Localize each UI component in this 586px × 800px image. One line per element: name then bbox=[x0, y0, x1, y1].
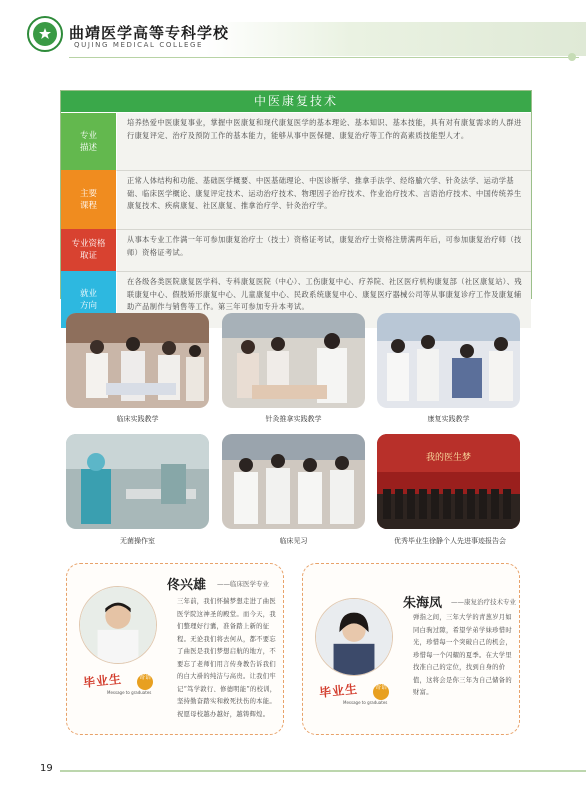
testimonial-card-1 bbox=[66, 563, 284, 735]
photo-graduate-report bbox=[377, 434, 520, 529]
table-row-certification bbox=[61, 229, 531, 271]
page-header bbox=[0, 0, 586, 72]
row-content: 从事本专业工作满一年可参加康复治疗士（技士）资格证考试，康复治疗士资格注册满两年后，可参加康复治疗师（技师）资格证考试。 bbox=[116, 229, 531, 271]
photo-caption: 临床实践教学 bbox=[116, 415, 159, 423]
photo-caption: 临床见习 bbox=[279, 537, 308, 545]
graduate-stamp: 毕业生 bbox=[82, 671, 123, 690]
photo-acupuncture-massage bbox=[222, 313, 365, 408]
graduate-stamp: 毕业生 bbox=[318, 681, 359, 700]
photo-sterile-room bbox=[66, 434, 209, 529]
testimonial-text: 弹指之间，三年大学的青葱岁月如同白驹过隙，希望学弟学妹珍惜时光，珍惜每一个突破自己的机会，珍惜每一个闪耀的夏季。在大学里找准自己的定位，找到自身的价值，这将会是你三年为自己储备的财富。 bbox=[413, 614, 512, 696]
photo-caption: 无菌操作室 bbox=[120, 537, 155, 545]
school-name-cn: 曲靖医学高等专科学校 bbox=[69, 24, 230, 42]
photo-caption: 康复实践教学 bbox=[427, 415, 470, 423]
row-label: 主要 课程 bbox=[61, 170, 116, 229]
stamp-subtitle: Message to graduates bbox=[107, 690, 152, 695]
school-name-en: QUJING MEDICAL COLLEGE bbox=[74, 41, 204, 49]
testimonial-major: ——临床医学专业 bbox=[217, 580, 269, 588]
course-title: 中医康复技术 bbox=[61, 91, 531, 112]
graduate-portrait bbox=[315, 598, 393, 676]
school-logo bbox=[27, 16, 63, 52]
header-divider bbox=[69, 57, 579, 58]
message-badge: 寄语 bbox=[373, 684, 389, 700]
row-label: 专业 描述 bbox=[61, 113, 116, 170]
row-label: 就业 方向 bbox=[61, 271, 116, 328]
table-row-courses bbox=[61, 170, 531, 229]
logo-icon bbox=[33, 22, 57, 46]
testimonial-card-2 bbox=[302, 563, 520, 735]
testimonial-name: 佟兴雄 bbox=[167, 578, 207, 593]
photo-caption: 优秀毕业生徐静个人先进事迹报告会 bbox=[394, 537, 506, 545]
footer-divider bbox=[60, 770, 586, 772]
message-badge: 寄语 bbox=[137, 674, 153, 690]
testimonial-text: 三年前，我们怀揣梦想走进了曲医医学院这神圣的殿堂。而今天，我们整理好行囊，准备踏上新的征程。无论我们将去何从，都不要忘了曲医是我们梦想启航的地方，不要忘了老师们用言传身教告诉我们的白大褂的纯洁与高贵。让我们牢记“笃学敦行、修德明能”的校训，坚持勤奋踏实和救死扶伤的本能。祝愿母校越办越好，越铸辉煌。 bbox=[177, 598, 277, 718]
stamp-subtitle: Message to graduates bbox=[343, 700, 388, 705]
course-info-table bbox=[60, 90, 532, 311]
row-content: 培养热爱中医康复事业，掌握中医康复和现代康复医学的基本理论、基本知识、基本技能，具有对有康复需求的人群进行康复评定、治疗及预防工作的基本能力，能够从事中医保健、康复治疗等工作的高素质技能型人才。 bbox=[116, 113, 531, 170]
testimonial-name: 朱海凤 bbox=[403, 596, 443, 611]
banner-text: 我的医生梦 bbox=[425, 453, 471, 463]
row-label: 专业资格 取证 bbox=[61, 229, 116, 271]
testimonial-major: ——康复治疗技术专业 bbox=[451, 598, 516, 606]
row-content: 在各级各类医院康复医学科、专科康复医院（中心）、工伤康复中心、疗养院、社区医疗机构康复部（社区康复站）、残联康复中心、假肢矫形康复中心、儿童康复中心、民政系统康复中心、康复医疗器械公司等从事康复诊疗工作及康复辅助产品制作与销售等工作。第三年可参加专升本考试。 bbox=[116, 271, 531, 328]
photo-clinical-practice bbox=[66, 313, 209, 408]
table-row-description bbox=[61, 113, 531, 170]
graduate-portrait bbox=[79, 586, 157, 664]
page-number: 19 bbox=[40, 763, 53, 774]
row-content: 正常人体结构和功能、基础医学概要、中医基础理论、中医诊断学、推拿手法学、经络腧穴学、针灸法学、运动学基础、临床医学概论、康复评定技术、运动治疗技术、物理因子治疗技术、作业治疗技术、言语治疗技术、中国传统养生康复技术、疾病康复、社区康复、推拿治疗学、针灸治疗学。 bbox=[116, 170, 531, 229]
header-dot bbox=[568, 53, 576, 61]
photo-rehab-practice bbox=[377, 313, 520, 408]
photo-caption: 针灸推拿实践教学 bbox=[265, 415, 322, 423]
photo-clinical-observation bbox=[222, 434, 365, 529]
